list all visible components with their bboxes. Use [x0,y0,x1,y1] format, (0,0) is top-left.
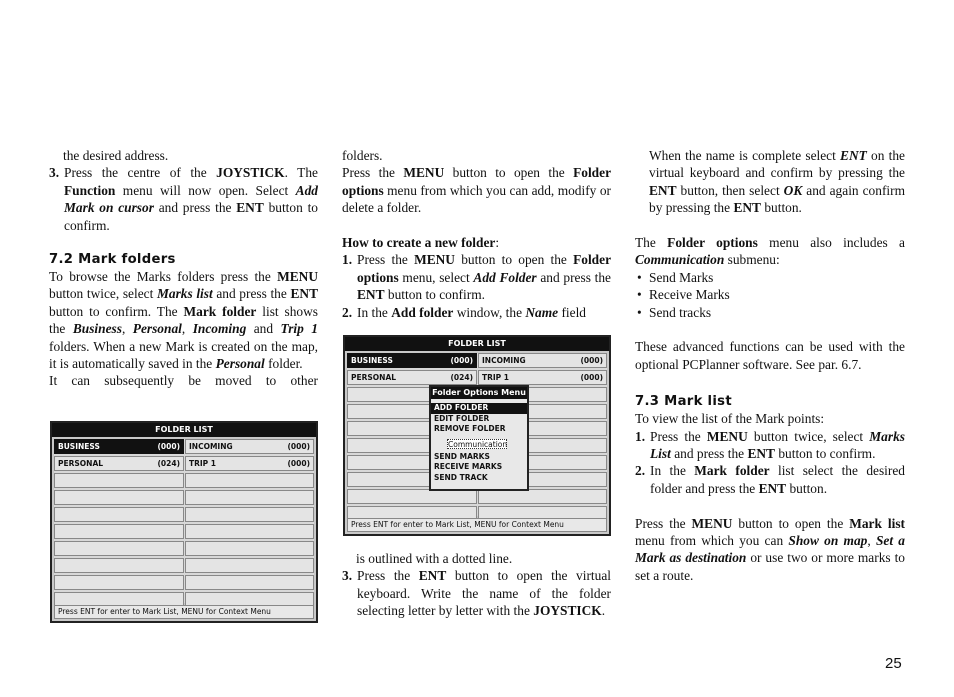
text: and press the [670,446,748,462]
text: , [867,533,876,549]
mark-folder-term: Mark folder [183,303,257,319]
pcplanner-paragraph: These advanced functions can be used with the optional PCPlanner software. See par. 6.7. [635,339,905,372]
function-term: Function [64,182,116,198]
marks-list-term: Marks List [650,428,905,462]
column-right [635,147,905,584]
text: list select the desired folder and press the [650,463,905,496]
menu-term: MENU [414,252,455,268]
menu-item-send-track[interactable]: SEND TRACK [434,472,488,482]
step-3 [49,164,318,234]
empty-cell [185,575,314,590]
empty-cell [185,473,314,488]
text: folder. [264,356,303,372]
empty-cell [54,541,184,556]
bullet: • [637,304,642,320]
text: button to confirm. [384,287,485,303]
text: and [246,321,281,337]
text: In the [650,463,695,479]
text: list shows the [49,303,318,337]
text: button to open the [444,165,574,181]
text: button to open the virtual keyboard. Write the name of the folder selecting letter by letter with the [357,568,612,619]
text: button. [786,480,828,496]
communication-paragraph [635,234,905,269]
text: Press the [650,428,707,444]
add-mark-term: Add Mark on cursor [64,182,318,216]
communication-submenu-label[interactable]: Communication [448,439,508,449]
status-bar: Press ENT for enter to Mark List, MENU for Context Menu [54,605,314,619]
folder-count: (000) [450,356,473,365]
continuation-text: the desired address. [63,148,169,163]
text: menu from which you can [635,533,789,549]
set-destination-term: Set a Mark as destination [635,533,906,566]
personal-term: Personal [215,356,265,372]
empty-cell [54,558,184,573]
bullet-item [635,269,905,286]
text: button to open the [732,515,850,531]
text: , [181,321,193,337]
communication-term: Communication [635,252,725,268]
text: . [601,603,606,619]
folder-cell-incoming[interactable] [185,439,314,454]
empty-cell [478,489,607,504]
ent-key-term: ENT [840,148,867,163]
step-1 [342,251,611,303]
show-on-map-term: Show on map [788,533,868,549]
text: The [635,235,668,251]
step-number: 2. [342,304,353,320]
add-folder-term: Add Folder [473,269,537,285]
empty-cell [185,558,314,573]
text: submenu: [724,252,780,268]
text: menu also includes a [757,235,905,251]
text: menu from which you can add, modify or delete a folder. [342,182,611,216]
bullet-text: Send tracks [649,304,712,320]
text: button to confirm. The [49,303,184,319]
folder-options-term: Folder options [667,235,758,251]
text: and press the [212,286,291,302]
folder-cell-incoming[interactable] [478,353,607,368]
bullet-text: Receive Marks [649,287,730,303]
joystick-term: JOYSTICK [533,603,602,619]
folder-list-screen [50,421,318,623]
empty-cell [54,490,184,505]
section-heading-mark-list: 7.3 Mark list [635,394,732,410]
menu-term: MENU [403,165,445,181]
empty-cell [185,507,314,522]
bullet-item [635,304,905,321]
column-middle-lower [342,550,611,620]
menu-term: MENU [706,428,748,444]
bullet-item [635,286,905,303]
column-left [49,147,318,390]
mark-list-intro: To view the list of the Mark points: [635,411,825,427]
step-1 [635,428,905,463]
status-bar: Press ENT for enter to Mark List, MENU for Context Menu [347,518,607,532]
bullet: • [637,269,642,285]
folder-options-term: Folder options [357,252,612,285]
ent-term: ENT [733,200,761,216]
text: . The [284,165,318,181]
business-term: Business [72,321,122,337]
text: or use two or more marks to set a route. [635,550,905,583]
joystick-term: JOYSTICK [216,165,285,181]
folder-options-paragraph [342,164,611,216]
ent-term: ENT [747,446,775,462]
howto-label: How to create a new folder [342,235,496,251]
step-2 [342,304,611,321]
text: button to open the [454,252,574,268]
text: Press the centre of the [64,165,217,181]
text: menu will now open. Select [115,182,296,198]
folder-cell-business[interactable] [347,353,477,368]
step-number: 3. [49,165,60,181]
folder-count: (000) [157,442,180,451]
menu-item-receive-marks[interactable]: RECEIVE MARKS [434,462,503,471]
text: button to confirm. [64,200,318,233]
ent-term: ENT [357,287,385,303]
menu-item-edit-folder[interactable]: EDIT FOLDER [434,413,490,423]
page-number: 25 [885,655,902,672]
folder-count: (024) [157,459,180,468]
ent-term: ENT [649,182,677,198]
incoming-term: Incoming [192,321,247,337]
text: In the [357,304,392,320]
menu-item-send-marks[interactable]: SEND MARKS [434,451,490,461]
add-folder-window-term: Add folder [391,304,454,320]
text: menu, select [398,269,474,285]
step-number: 3. [342,568,353,584]
folder-cell-trip1[interactable] [185,456,314,471]
empty-cell [185,490,314,505]
text: Press the [357,252,415,268]
howto-heading [342,234,611,251]
bullet: • [637,287,642,303]
name-field-term: Name [525,304,559,320]
ent-term: ENT [418,568,447,584]
text: Press the [342,165,404,181]
step-number: 2. [635,463,646,479]
mark-folder-term: Mark folder [694,463,770,479]
folder-cell-personal[interactable] [347,370,477,385]
folder-options-screen [343,335,611,536]
continuation-paragraph: It can subsequently be moved to other [49,373,318,389]
folder-grid [54,439,314,603]
ent-term: ENT [758,480,787,496]
text: button, then select [676,182,784,198]
step-number: 1. [342,252,353,268]
text: button to confirm. [775,446,876,462]
mark-list-term: Mark list [849,515,906,531]
popup-title: Folder Options Menu [432,388,526,397]
continuation-text: folders. [342,148,383,163]
mark-folders-paragraph [49,268,318,372]
empty-cell [54,524,184,539]
menu-item-add-folder[interactable]: ADD FOLDER [431,403,527,414]
text: : [495,235,500,251]
personal-term: Personal [132,321,182,337]
empty-cell [185,541,314,556]
text: on the virtual keyboard and confirm by pressing the [649,148,905,181]
text: , [121,321,133,337]
ent-term: ENT [236,200,264,216]
name-complete-paragraph [635,147,905,217]
empty-cell [54,575,184,590]
text: button. [760,200,802,216]
text: To browse the Marks folders press the [49,269,278,285]
folder-count: (000) [287,459,310,468]
text: and press the [536,269,611,285]
folder-name: BUSINESS [58,442,100,451]
screen-title: FOLDER LIST [52,423,316,437]
menu-item-remove-folder[interactable]: REMOVE FOLDER [434,424,506,433]
folder-name: TRIP 1 [189,459,217,468]
text: window, the [453,304,526,320]
text: folders. When a new Mark is created on the map, it is automatically saved in the [49,338,318,372]
folder-count: (000) [580,373,603,382]
folder-cell-personal[interactable] [54,456,184,471]
text: and again confirm by pressing the [649,182,906,216]
screen-title: FOLDER LIST [345,337,609,351]
text: button twice, select [49,286,157,302]
step-2 [635,462,905,497]
folder-cell-business[interactable] [54,439,184,454]
folder-name: PERSONAL [351,373,397,382]
folder-name: INCOMING [189,442,233,451]
marks-list-term: Marks list [156,286,213,302]
text: Press the [635,515,692,531]
column-middle [342,147,611,321]
folder-name: TRIP 1 [482,373,510,382]
text: Press the [357,568,419,584]
menu-term: MENU [691,515,733,531]
folder-options-popup [429,385,529,491]
text: When the name is complete select [649,148,841,163]
empty-cell [54,473,184,488]
section-heading-mark-folders: 7.2 Mark folders [49,252,176,268]
continuation-text: is outlined with a dotted line. [356,551,513,566]
trip1-term: Trip 1 [280,321,318,337]
folder-name: INCOMING [482,356,526,365]
bullet-text: Send Marks [649,269,714,285]
mark-list-menu-paragraph [635,515,905,585]
step-3 [342,567,611,619]
text: and press the [153,200,237,216]
folder-options-term: Folder options [342,165,612,198]
folder-count: (000) [580,356,603,365]
empty-cell [54,507,184,522]
folder-name: BUSINESS [351,356,393,365]
folder-cell-trip1[interactable] [478,370,607,385]
menu-term: MENU [277,269,318,285]
empty-cell [185,524,314,539]
text: button twice, select [747,428,870,444]
folder-count: (000) [287,442,310,451]
text: field [558,304,586,320]
ok-term: OK [783,182,803,198]
ent-term: ENT [290,286,319,302]
folder-count: (024) [450,373,473,382]
folder-name: PERSONAL [58,459,104,468]
step-number: 1. [635,428,646,444]
empty-cell [347,489,477,504]
